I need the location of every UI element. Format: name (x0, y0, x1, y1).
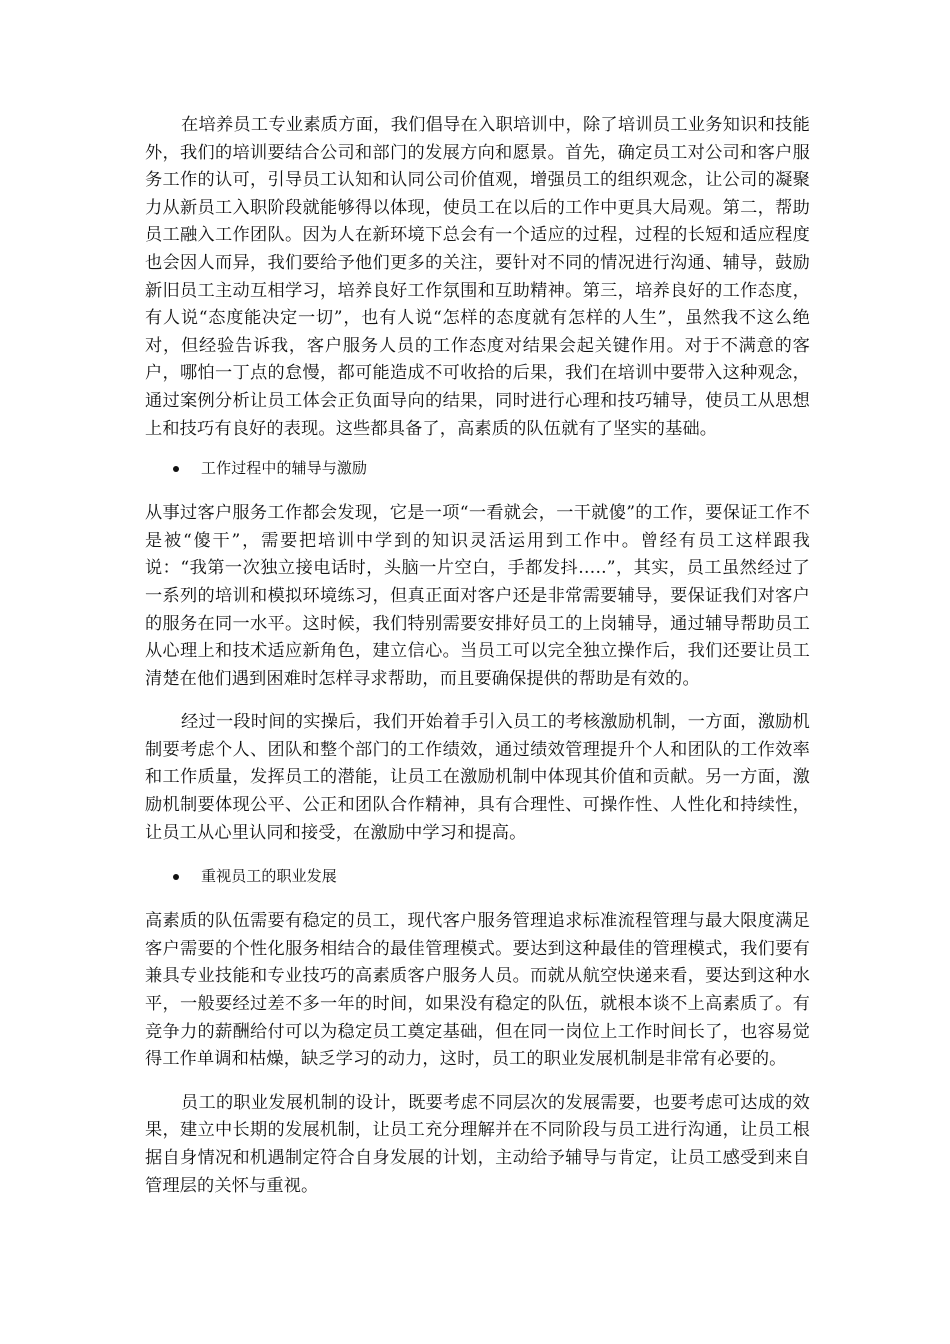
document-page (145, 112, 810, 1200)
paragraph-coaching: 从事过客户服务工作都会发现，它是一项“一看就会，一干就傻”的工作，要保证工作不是被“傻干”，需要把培训中学到的知识灵活运用到工作中。曾经有员工这样跟我说：“我第一次独立接电话时，头脑一片空白，手都发抖…..”，其实，员工虽然经过了一系列的培训和模拟环境练习，但真正面对客户还是非常需要辅导，要保证我们对客户的服务在同一水平。这时候，我们特别需要安排好员工的上岗辅导，通过辅导帮助员工从心理上和技术适应新角色，建立信心。当员工可以完全独立操作后，我们还要让员工清楚在他们遇到困难时怎样寻求帮助，而且要确保提供的帮助是有效的。 (145, 503, 810, 689)
paragraph-career-mechanism: 员工的职业发展机制的设计，既要考虑不同层次的发展需要，也要考虑可达成的效果，建立中长期的发展机制，让员工充分理解并在不同阶段与员工进行沟通，让员工根据自身情况和机遇制定符合自身发展的计划，主动给予辅导与肯定，让员工感受到来自管理层的关怀与重视。 (145, 1092, 810, 1196)
bullet-item-career (145, 863, 810, 890)
bullet-item-coaching (145, 455, 810, 482)
bullet-dot-icon (173, 874, 179, 880)
bullet-label: 重视员工的职业发展 (201, 867, 337, 886)
paragraph-training: 在培养员工专业素质方面，我们倡导在入职培训中，除了培训员工业务知识和技能外，我们的培训要结合公司和部门的发展方向和愿景。首先，确定员工对公司和客户服务工作的认可，引导员工认知和认同公司价值观，增强员工的组织观念，让公司的凝聚力从新员工入职阶段就能够得以体现，使员工在以后的工作中更具大局观。第二，帮助员工融入工作团队。因为人在新环境下总会有一个适应的过程，过程的长短和适应程度也会因人而异，我们要给予他们更多的关注，要针对不同的情况进行沟通、辅导，鼓励新旧员工主动互相学习，培养良好工作氛围和互助精神。第三，培养良好的工作态度，有人说“态度能决定一切”，也有人说“怎样的态度就有怎样的人生”，虽然我不这么绝对，但经验告诉我，客户服务人员的工作态度对结果会起关键作用。对于不满意的客户，哪怕一丁点的怠慢，都可能造成不可收拾的后果，我们在培训中要带入这种观念，通过案例分析让员工体会正负面导向的结果，同时进行心理和技巧辅导，使员工从思想上和技巧有良好的表现。这些都具备了，高素质的队伍就有了坚实的基础。 (145, 115, 810, 439)
paragraph-incentive: 经过一段时间的实操后，我们开始着手引入员工的考核激励机制，一方面，激励机制要考虑个人、团队和整个部门的工作绩效，通过绩效管理提升个人和团队的工作效率和工作质量，发挥员工的潜能，让员工在激励机制中体现其价值和贡献。另一方面，激励机制要体现公平、公正和团队合作精神，具有合理性、可操作性、人性化和持续性，让员工从心里认同和接受，在激励中学习和提高。 (145, 712, 810, 843)
paragraph-career: 高素质的队伍需要有稳定的员工，现代客户服务管理追求标准流程管理与最大限度满足客户需要的个性化服务相结合的最佳管理模式。要达到这种最佳的管理模式，我们要有兼具专业技能和专业技巧的高素质客户服务人员。而就从航空快递来看，要达到这种水平，一般要经过差不多一年的时间，如果没有稳定的队伍，就根本谈不上高素质了。有竞争力的薪酬给付可以为稳定员工奠定基础，但在同一岗位上工作时间长了，也容易觉得工作单调和枯燥，缺乏学习的动力，这时，员工的职业发展机制是非常有必要的。 (145, 911, 810, 1070)
bullet-label: 工作过程中的辅导与激励 (201, 459, 368, 478)
bullet-dot-icon (173, 466, 179, 472)
